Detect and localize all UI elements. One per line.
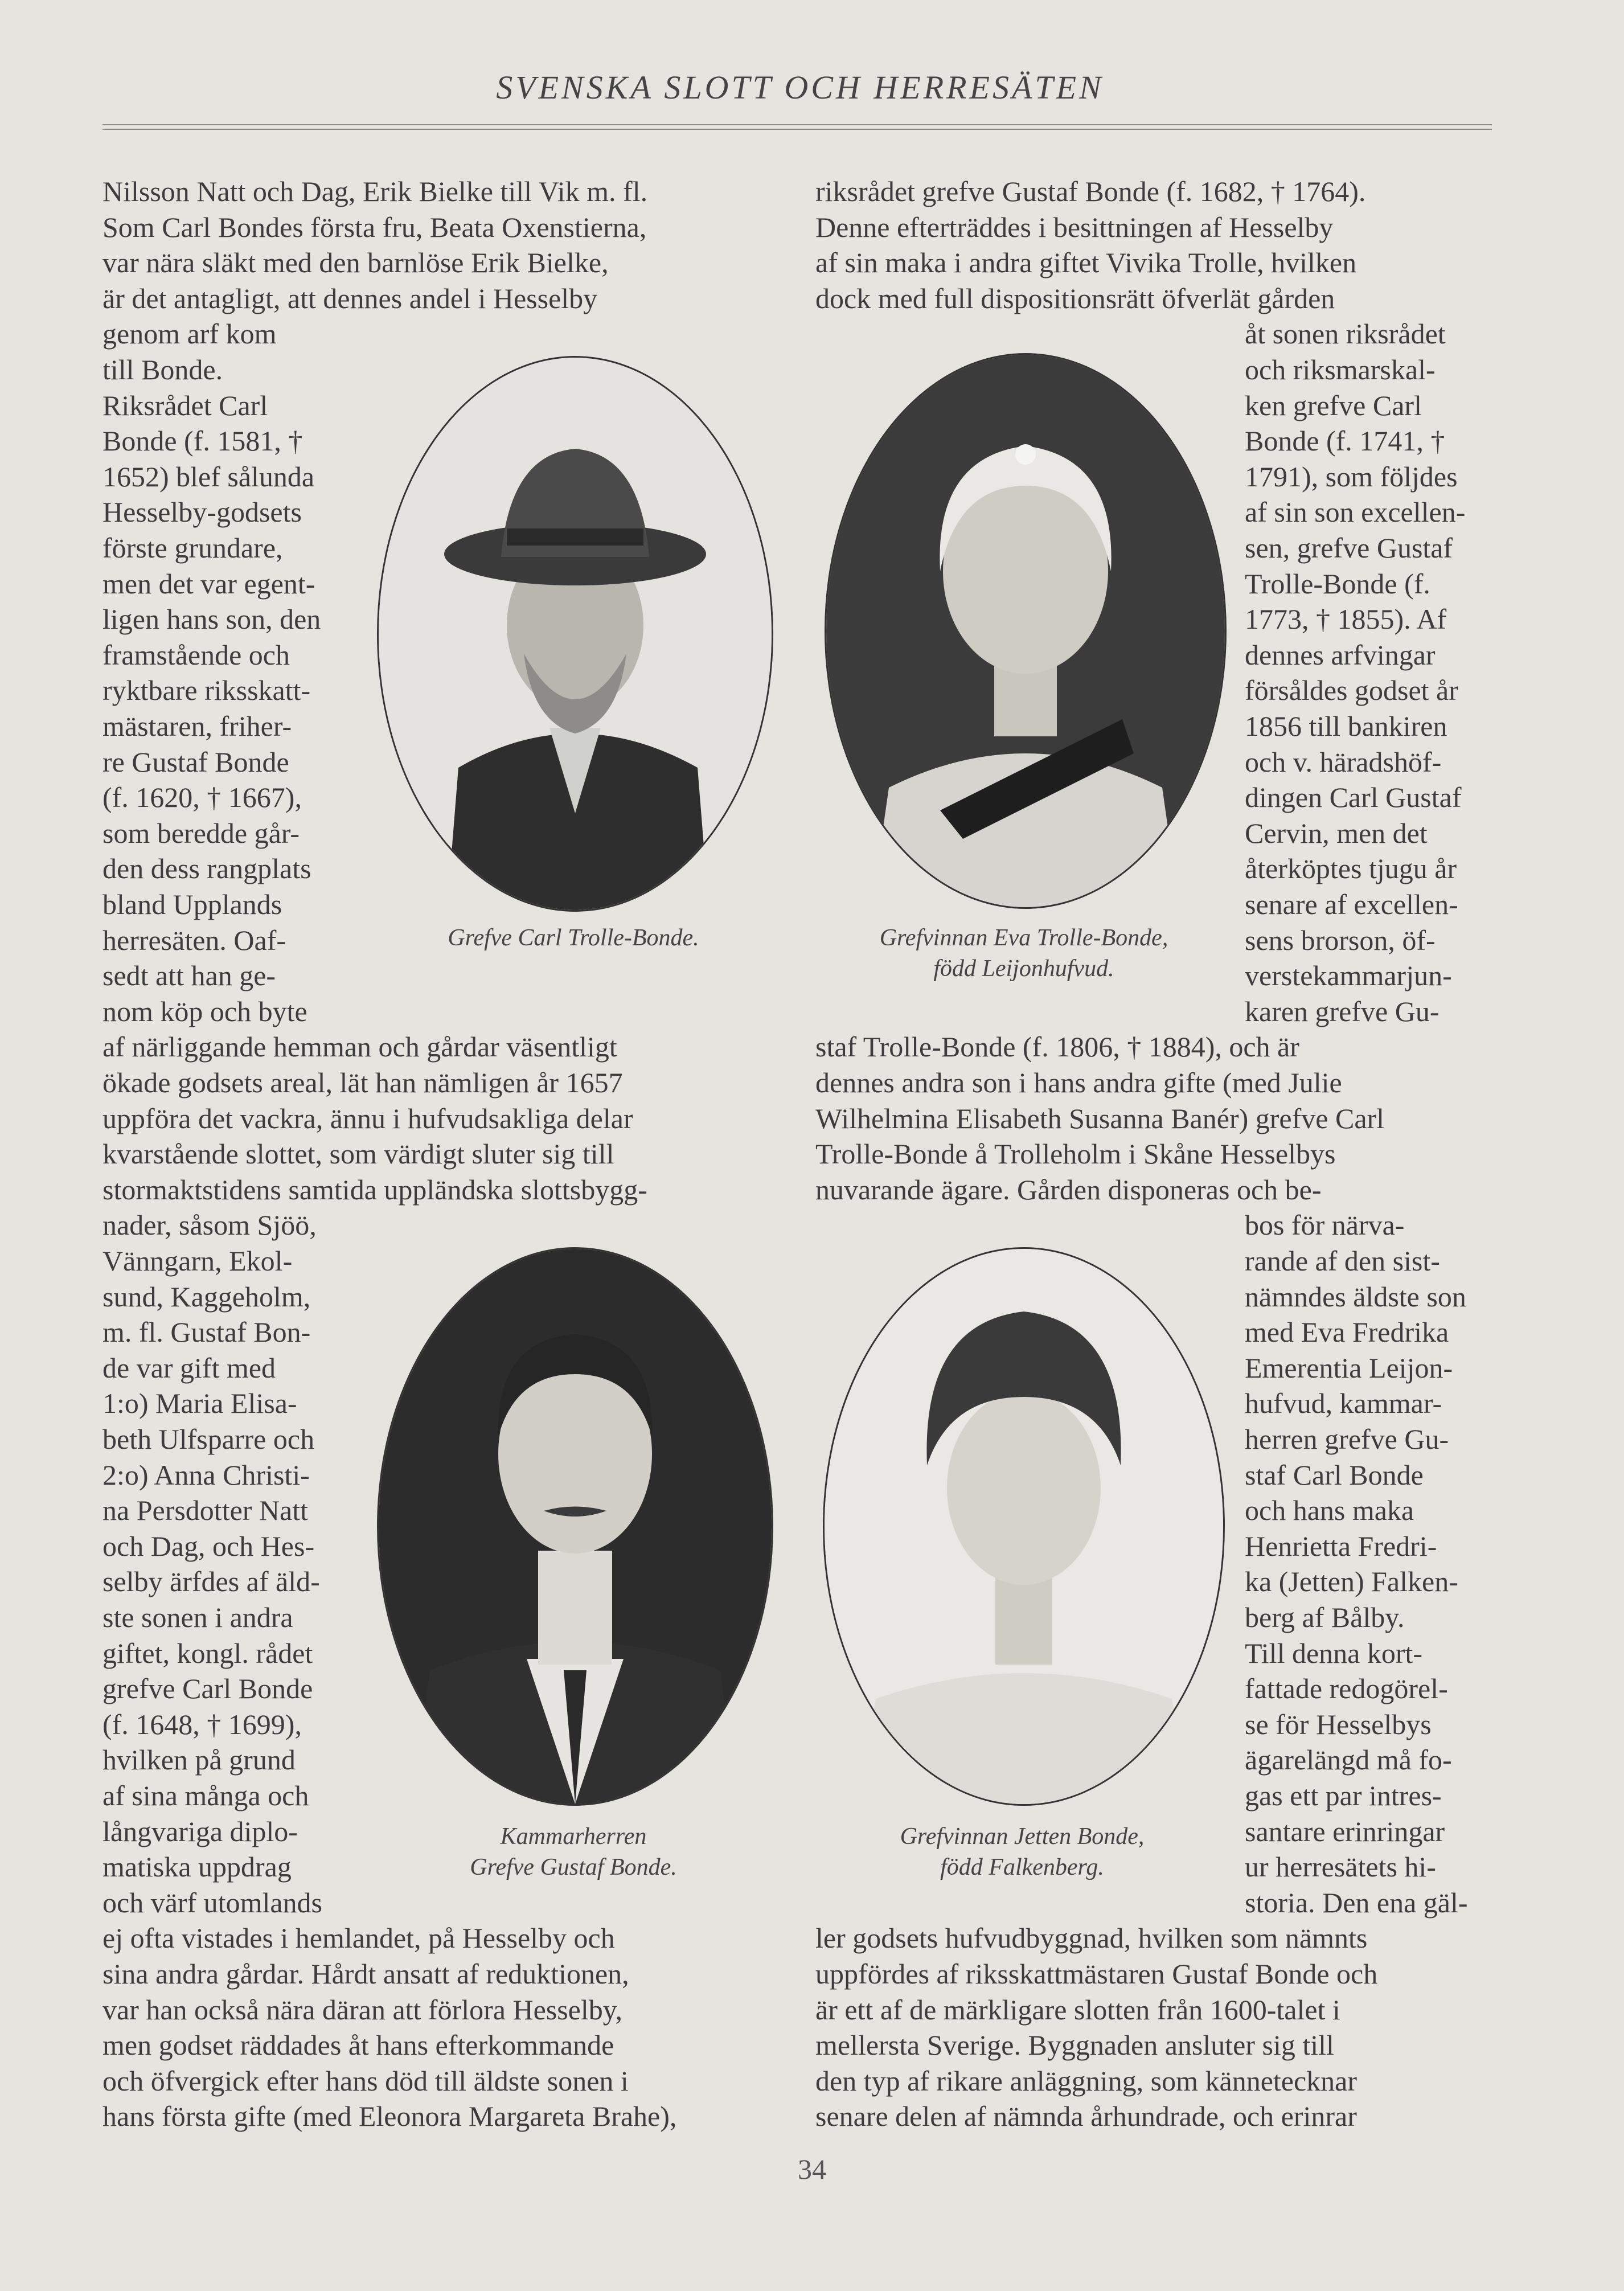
left-column-line: ligen hans son, den (102, 603, 321, 636)
right-column-line: Trolle-Bonde å Trolleholm i Skåne Hesselbys (815, 1138, 1336, 1170)
right-column-line: verstekammarjun- (1245, 960, 1452, 992)
right-column-line: Henrietta Fredri- (1245, 1530, 1437, 1562)
right-column-line: sens brorson, öf- (1245, 924, 1436, 956)
right-column-line: och riksmarskal- (1245, 354, 1436, 386)
right-column-line: Wilhelmina Elisabeth Susanna Banér) grefve Carl (815, 1102, 1385, 1134)
caption-portrait-2: Grefvinnan Eva Trolle-Bonde, född Leijonhufvud. (879, 925, 1168, 982)
caption-portrait-4: Grefvinnan Jetten Bonde, född Falkenberg. (900, 1823, 1145, 1880)
running-header: SVENSKA SLOTT OCH HERRESÄTEN (496, 69, 1104, 106)
left-column-line: af närliggande hemman och gårdar väsentligt (102, 1031, 617, 1063)
right-column-line: och hans maka (1245, 1494, 1414, 1527)
right-column-line: ken grefve Carl (1245, 389, 1422, 421)
right-column-line: 1856 till bankiren (1245, 710, 1447, 742)
right-column-line: nämndes äldste son (1245, 1280, 1466, 1313)
right-column-line: fattade redogörel- (1245, 1673, 1448, 1705)
right-column-line: senare delen af nämnda århundrade, och erinrar (815, 2100, 1357, 2133)
left-column-line: ste sonen i andra (102, 1601, 293, 1633)
left-column-line: ej ofta vistades i hemlandet, på Hesselby och (102, 1922, 615, 1954)
portrait-eva-trolle-bonde (825, 353, 1227, 909)
right-column-line: dennes andra son i hans andra gifte (med Julie (815, 1067, 1342, 1099)
left-column-line: förste grundare, (102, 532, 283, 564)
left-column-line: Nilsson Natt och Dag, Erik Bielke till Vik m. fl. (102, 175, 648, 207)
left-column-line: är det antagligt, att dennes andel i Hesselby (102, 282, 598, 314)
header-rule-bottom (102, 129, 1492, 130)
left-column-line: m. fl. Gustaf Bon- (102, 1316, 311, 1349)
portrait-gustaf-bonde (377, 1247, 773, 1806)
left-column-line: grefve Carl Bonde (102, 1673, 313, 1705)
right-column-line: mellersta Sverige. Byggnaden ansluter sig till (815, 2029, 1334, 2062)
left-column-line: men godset räddades åt hans efterkommande (102, 2029, 614, 2062)
left-column-line: stormaktstidens samtida uppländska slottsbygg- (102, 1173, 647, 1206)
left-column-line: framstående och (102, 638, 290, 671)
right-column-line: senare af excellen- (1245, 888, 1458, 920)
left-column-line: na Persdotter Natt (102, 1494, 309, 1527)
right-column-line: rande af den sist- (1245, 1245, 1440, 1277)
right-column-line: Cervin, men det (1245, 817, 1428, 849)
caption-portrait-1: Grefve Carl Trolle-Bonde. (448, 925, 699, 951)
left-column-line: var han också nära däran att förlora Hesselby, (102, 1993, 623, 2026)
left-column-line: (f. 1648, † 1699), (102, 1708, 302, 1740)
left-column-line: men det var egent- (102, 567, 315, 600)
right-column-line: riksrådet grefve Gustaf Bonde (f. 1682, † 1764). (815, 175, 1366, 207)
left-column-line: de var gift med (102, 1351, 276, 1384)
left-column-line: (f. 1620, † 1667), (102, 781, 302, 814)
right-column-line: af sin maka i andra giftet Vivika Trolle, hvilken (815, 247, 1357, 279)
left-column-line: hans första gifte (med Eleonora Margareta Brahe), (102, 2100, 677, 2133)
left-column-line: kvarstående slottet, som värdigt sluter sig till (102, 1138, 614, 1170)
right-column-line: storia. Den ena gäl- (1245, 1886, 1468, 1919)
right-column-line: dennes arfvingar (1245, 638, 1436, 671)
left-column-line: 2:o) Anna Christi- (102, 1458, 310, 1491)
left-column-line: hvilken på grund (102, 1744, 296, 1776)
right-column-line: dingen Carl Gustaf (1245, 781, 1462, 814)
right-column-line: staf Carl Bonde (1245, 1458, 1424, 1491)
right-column-line: 1773, † 1855). Af (1245, 603, 1447, 636)
left-column-line: matiska uppdrag (102, 1851, 292, 1883)
left-column-line: Hesselby-godsets (102, 496, 302, 528)
left-column-line: Riksrådet Carl (102, 389, 268, 421)
right-column-line: Denne efterträddes i besittningen af Hesselby (815, 211, 1334, 243)
caption-portrait-3: Kammarherren Grefve Gustaf Bonde. (470, 1823, 677, 1880)
right-column-line: 1791), som följdes (1245, 460, 1458, 493)
left-column-line: bland Upplands (102, 888, 282, 920)
right-column-line: nuvarande ägare. Gården disponeras och be- (815, 1173, 1322, 1206)
left-column-line: till Bonde. (102, 354, 223, 386)
left-column-line: sina andra gårdar. Hårdt ansatt af reduktionen, (102, 1958, 629, 1990)
right-column-line: återköptes tjugu år (1245, 853, 1457, 885)
left-column-line: var nära släkt med den barnlöse Erik Bielke, (102, 247, 609, 279)
right-column-line: den typ af rikare anläggning, som kännetecknar (815, 2064, 1358, 2097)
right-column-line: se för Hesselbys (1245, 1708, 1432, 1740)
left-column-line: nom köp och byte (102, 995, 307, 1027)
left-column-line: den dess rangplats (102, 853, 311, 885)
right-column-line: Till denna kort- (1245, 1637, 1423, 1669)
right-column-line: Bonde (f. 1741, † (1245, 425, 1445, 457)
portrait-carl-trolle-bonde (377, 356, 773, 912)
right-column-line: dock med full dispositionsrätt öfverlät gården (815, 282, 1335, 314)
right-column-line: och v. häradshöf- (1245, 745, 1442, 778)
right-column-line: hufvud, kammar- (1245, 1387, 1442, 1420)
left-column-line: af sina många och (102, 1780, 309, 1812)
left-column-line: selby ärfdes af äld- (102, 1565, 320, 1598)
right-column-line: Emerentia Leijon- (1245, 1351, 1453, 1384)
right-column-line: berg af Bålby. (1245, 1601, 1405, 1633)
left-column-line: uppföra det vackra, ännu i hufvudsakliga delar (102, 1102, 633, 1134)
right-column-line: försåldes godset år (1245, 674, 1458, 707)
left-column-line: herresäten. Oaf- (102, 924, 286, 956)
left-column-line: och Dag, och Hes- (102, 1530, 315, 1562)
page-number: 34 (798, 2153, 826, 2185)
left-column-line: långvariga diplo- (102, 1815, 298, 1847)
left-column-line: och värf utomlands (102, 1886, 323, 1919)
left-column-line: 1:o) Maria Elisa- (102, 1387, 297, 1420)
right-column-line: staf Trolle-Bonde (f. 1806, † 1884), och är (815, 1031, 1299, 1063)
right-column-line: af sin son excellen- (1245, 496, 1466, 528)
portrait-jetten-bonde (823, 1247, 1225, 1806)
left-column-line: som beredde går- (102, 817, 300, 849)
left-column-line: sund, Kaggeholm, (102, 1280, 311, 1313)
right-column-line: ka (Jetten) Falken- (1245, 1565, 1458, 1598)
right-column-line: sen, grefve Gustaf (1245, 532, 1453, 564)
right-column-line: ler godsets hufvudbyggnad, hvilken som nämnts (815, 1922, 1368, 1954)
right-column-line: åt sonen riksrådet (1245, 318, 1446, 350)
header-rule-top (102, 124, 1492, 125)
left-column-line: re Gustaf Bonde (102, 745, 289, 778)
left-column-line: beth Ulfsparre och (102, 1423, 315, 1455)
right-column-line: ägarelängd må fo- (1245, 1744, 1452, 1776)
right-column-line: bos för närva- (1245, 1209, 1405, 1241)
right-column-line: herren grefve Gu- (1245, 1423, 1449, 1455)
left-column-line: och öfvergick efter hans död till äldste sonen i (102, 2064, 629, 2097)
right-column-line: uppfördes af riksskattmästaren Gustaf Bonde och (815, 1958, 1378, 1990)
left-column-line: Som Carl Bondes första fru, Beata Oxenstierna, (102, 211, 647, 243)
right-column-line: ur herresätets hi- (1245, 1851, 1436, 1883)
right-column-line: santare erinringar (1245, 1815, 1445, 1847)
right-column-line: med Eva Fredrika (1245, 1316, 1449, 1349)
right-column-line: är ett af de märkligare slotten från 1600-talet i (815, 1993, 1340, 2026)
left-column-line: ryktbare riksskatt- (102, 674, 311, 707)
left-column-line: mästaren, friher- (102, 710, 292, 742)
left-column-line: 1652) blef sålunda (102, 460, 315, 493)
left-column-line: ökade godsets areal, lät han nämligen år 1657 (102, 1067, 623, 1099)
left-column-line: nader, såsom Sjöö, (102, 1209, 317, 1241)
right-column-line: Trolle-Bonde (f. (1245, 567, 1430, 600)
left-column-line: genom arf kom (102, 318, 277, 350)
right-column-line: karen grefve Gu- (1245, 995, 1440, 1027)
left-column-line: Vänngarn, Ekol- (102, 1245, 293, 1277)
right-column-line: gas ett par intres- (1245, 1780, 1442, 1812)
left-column-line: sedt att han ge- (102, 960, 276, 992)
left-column-line: Bonde (f. 1581, † (102, 425, 303, 457)
left-column-line: giftet, kongl. rådet (102, 1637, 313, 1669)
